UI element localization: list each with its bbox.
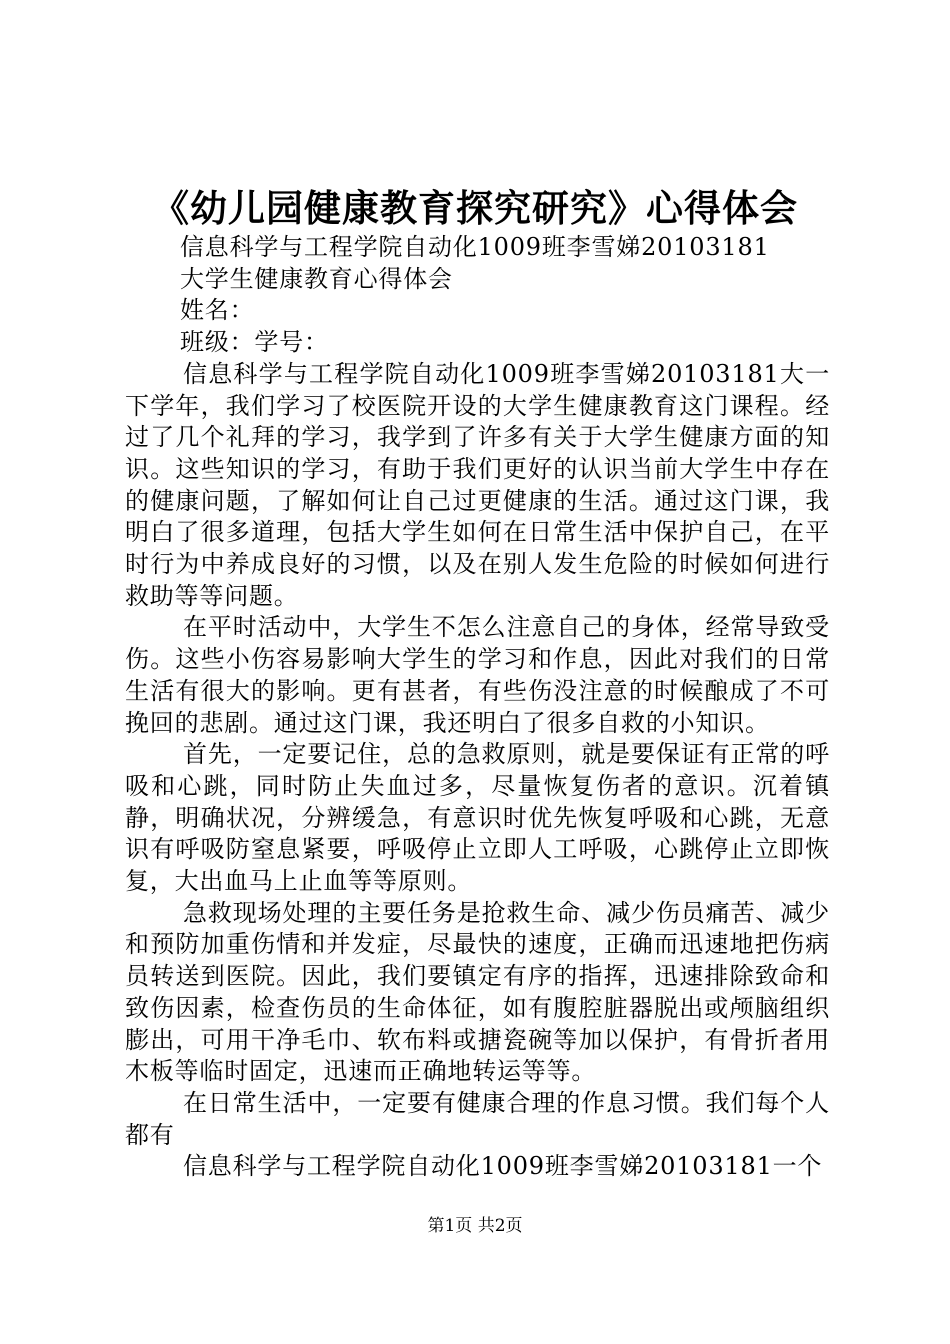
name-line: 姓名：: [180, 296, 255, 325]
document-body: [125, 232, 830, 1183]
paragraph-intro: 信息科学与工程学院自动化1009班李雪娣20103181大一下学年，我们学习了校医院开设的大学生健康教育这门课程。经过了几个礼拜的学习，我学到了许多有关于大学生健康方面的知识。这些知识的学习，有助于我们更好的认识当前大学生中存在的健康问题，了解如何让自己过更健康的生活。通过这门课，我明白了很多道理，包括大学生如何在日常生活中保护自己，在平时行为中养成良好的习惯，以及在别人发生危险的时候如何进行救助等等问题。: [125, 359, 830, 610]
paragraph-emergency-tasks: 急救现场处理的主要任务是抢救生命、减少伤员痛苦、减少和预防加重伤情和并发症，尽最快的速度，正确而迅速地把伤病员转送到医院。因此，我们要镇定有序的指挥，迅速排除致命和致伤因素，检查伤员的生命体征，如有腹腔脏器脱出或颅脑组织膨出，可用干净毛巾、软布料或搪瓷碗等加以保护，有骨折者用木板等临时固定，迅速而正确地转运等等。: [125, 898, 830, 1086]
paragraph-daily-habits: 在日常生活中，一定要有健康合理的作息习惯。我们每个人都有: [125, 1088, 830, 1149]
document-title: 《幼儿园健康教育探究研究》心得体会: [152, 186, 798, 230]
class-id-line: 班级：学号：: [180, 328, 329, 357]
paragraph-first-aid-principles: 首先，一定要记住，总的急救原则，就是要保证有正常的呼吸和心跳，同时防止失血过多，尽量恢复伤者的意识。沉着镇静，明确状况，分辨缓急，有意识时优先恢复呼吸和心跳，无意识有呼吸防窒息紧要，呼吸停止立即人工呼吸，心跳停止立即恢复，大出血马上止血等等原则。: [125, 740, 830, 896]
paragraph-continued: 信息科学与工程学院自动化1009班李雪娣20103181一个: [183, 1152, 823, 1181]
author-line: 信息科学与工程学院自动化1009班李雪娣20103181: [180, 233, 770, 261]
subtitle-line: 大学生健康教育心得体会: [180, 264, 453, 293]
paragraph-injuries: 在平时活动中，大学生不怎么注意自己的身体，经常导致受伤。这些小伤容易影响大学生的学习和作息，因此对我们的日常生活有很大的影响。更有甚者，有些伤没注意的时候酿成了不可挽回的悲剧。通过这门课，我还明白了很多自救的小知识。: [125, 613, 830, 737]
page-footer: 第1页 共2页: [427, 1216, 523, 1236]
